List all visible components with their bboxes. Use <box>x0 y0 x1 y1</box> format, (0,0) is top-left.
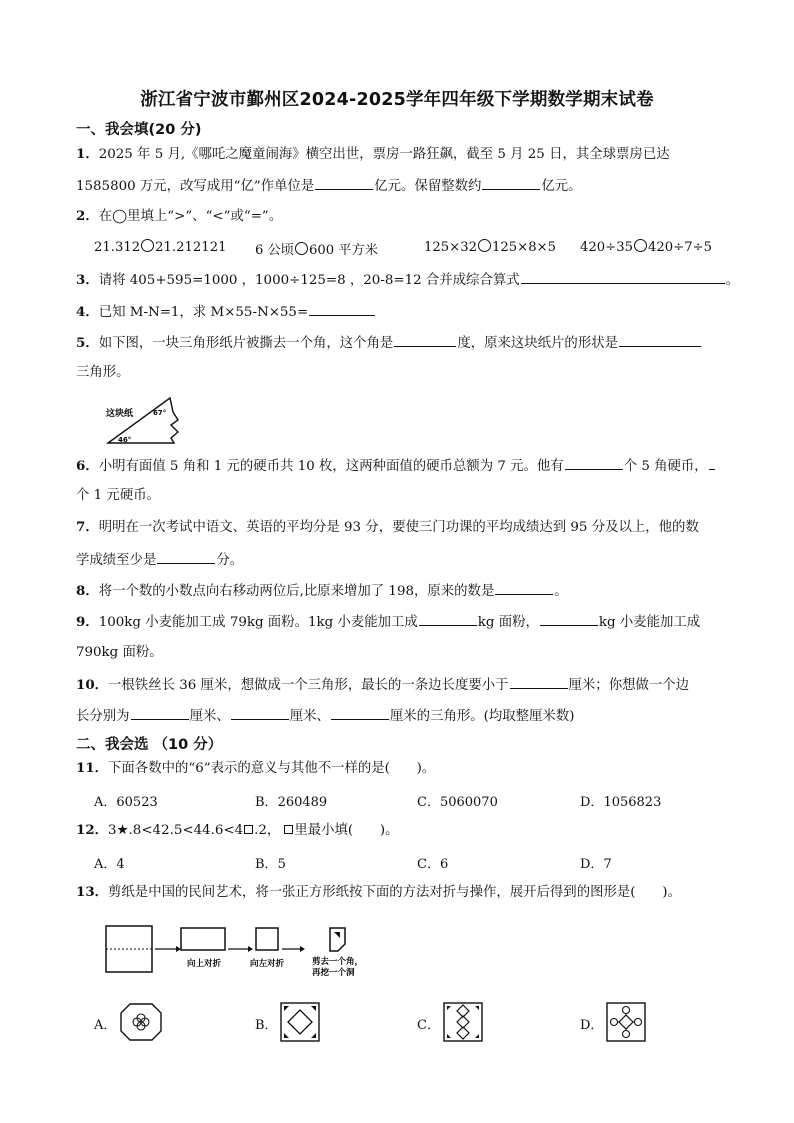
question-1-line-2 <box>76 176 582 196</box>
torn-triangle-figure <box>100 392 190 450</box>
question-number: 13． <box>76 884 109 900</box>
small-box-icon <box>284 825 293 834</box>
answer-blank[interactable] <box>495 581 553 595</box>
question-8 <box>76 581 568 601</box>
question-number: 5． <box>76 335 99 351</box>
question-text: 度，原来这块纸片的形状是 <box>457 336 618 351</box>
option-a[interactable] <box>94 853 125 872</box>
option-d[interactable] <box>580 791 661 810</box>
answer-blank[interactable] <box>510 675 568 689</box>
option-c[interactable] <box>417 791 498 810</box>
square-shape <box>281 1003 319 1041</box>
question-text: 厘米的三角形。(均取整厘米数) <box>389 709 575 724</box>
question-number: 7． <box>76 519 99 535</box>
small-box-icon <box>244 825 253 834</box>
question-number: 10． <box>76 677 109 693</box>
compare-left: 21.312 <box>94 240 141 255</box>
angle-top-label: 67° <box>153 409 167 417</box>
question-text: 亿元。 <box>541 179 582 194</box>
question-text: kg 小麦能加工成 <box>598 615 701 630</box>
question-text: 。 <box>725 273 740 288</box>
question-text: 剪纸是中国的民间艺术，将一张正方形纸按下面的方法对折与操作，展开后得到的图形是( )。 <box>108 885 681 900</box>
question-9-line-1 <box>76 612 700 632</box>
compare-left: 420÷35 <box>580 240 634 255</box>
question-text: 。 <box>554 584 568 599</box>
compare-circle[interactable] <box>295 242 308 255</box>
answer-blank[interactable] <box>315 176 373 190</box>
hole-icon <box>623 1007 630 1014</box>
question-text: kg 面粉， <box>477 615 539 630</box>
question-number: 12． <box>76 822 109 838</box>
answer-blank[interactable] <box>565 456 623 470</box>
option-key: B． <box>255 795 278 810</box>
question-number: 11． <box>76 760 109 776</box>
option-value: 6 <box>439 857 449 872</box>
question-6-line-1 <box>76 456 716 476</box>
option-key: C． <box>417 857 440 872</box>
question-11 <box>76 759 435 778</box>
question-text: 3★.8<42.5<44.6<4 <box>108 823 244 838</box>
option-value: 7 <box>603 857 612 872</box>
corner-cut <box>311 1033 316 1038</box>
hole-icon <box>623 1031 630 1038</box>
question-text: 个 1 元硬币。 <box>76 488 160 503</box>
cut-square <box>330 928 345 951</box>
option-c[interactable] <box>417 853 448 872</box>
angle-left-label: 46° <box>118 436 132 444</box>
compare-circle[interactable] <box>141 239 154 252</box>
question-5-line-2 <box>76 364 130 382</box>
question-text: 亿元。保留整数约 <box>374 179 482 194</box>
option-key: A． <box>94 795 117 810</box>
option-a-figure <box>119 1002 163 1042</box>
compare-item-1 <box>94 239 226 255</box>
option-key: A． <box>94 1018 117 1033</box>
question-text: 下面各数中的“6”表示的意义与其他不一样的是( )。 <box>108 761 436 776</box>
question-text: 将一个数的小数点向右移动两位后,比原来增加了 198，原来的数是 <box>98 584 495 599</box>
question-number: 8． <box>76 583 99 599</box>
option-key: D． <box>580 795 604 810</box>
question-9-line-2 <box>76 644 163 662</box>
hole-icon <box>635 1019 642 1026</box>
square-shape <box>607 1003 645 1041</box>
page-title: 浙江省宁波市鄞州区2024-2025学年四年级下学期数学期末试卷 <box>140 90 654 110</box>
answer-blank[interactable] <box>231 706 289 720</box>
option-key: B． <box>255 857 278 872</box>
answer-blank[interactable] <box>482 176 540 190</box>
folded-rectangle <box>181 928 225 950</box>
compare-left: 6 公顷 <box>255 243 294 258</box>
question-4 <box>76 302 376 322</box>
question-text: 学成绩至少是 <box>76 553 157 568</box>
option-c-figure <box>443 1002 483 1042</box>
compare-right: 600 平方米 <box>308 243 378 258</box>
section-heading-fill: 一、我会填(20 分) <box>76 122 202 138</box>
option-b[interactable] <box>255 1014 278 1033</box>
answer-blank[interactable] <box>394 333 456 347</box>
question-text: 在◯里填上“>”、“<”或“=”。 <box>98 209 283 224</box>
diamond-shape <box>288 1010 312 1034</box>
question-text: 厘米、 <box>289 709 330 724</box>
question-number: 3． <box>76 272 99 288</box>
question-text: 100kg 小麦能加工成 79kg 面粉。1kg 小麦能加工成 <box>98 615 418 630</box>
question-text: 一根铁丝长 36 厘米，想做成一个三角形，最长的一条边长度要小于 <box>108 678 509 693</box>
compare-circle[interactable] <box>478 239 491 252</box>
step-label: 向左对折 <box>250 959 285 969</box>
compare-right: 420÷7÷5 <box>648 240 713 255</box>
option-key: D． <box>580 857 604 872</box>
folded-square <box>256 928 278 950</box>
option-b-figure <box>280 1002 320 1042</box>
step-label: 向上对折 <box>187 959 222 969</box>
arrow-head-icon <box>300 946 305 952</box>
figure-label: 这块纸 <box>106 409 134 419</box>
question-text: 790kg 面粉。 <box>76 645 163 660</box>
question-text: 明明在一次考试中语文、英语的平均分是 93 分，要使三门功课的平均成绩达到 95 分及以上，他的数 <box>98 520 699 535</box>
arrow-head-icon <box>248 946 253 952</box>
question-text: 如下图，一块三角形纸片被撕去一个角，这个角是 <box>98 336 394 351</box>
question-12 <box>76 821 399 840</box>
answer-blank[interactable] <box>131 706 189 720</box>
question-text: 三角形。 <box>76 365 130 380</box>
hole-icon <box>611 1019 618 1026</box>
compare-item-4 <box>580 239 712 255</box>
compare-circle[interactable] <box>634 239 647 252</box>
question-number: 6． <box>76 458 99 474</box>
option-value: 260489 <box>277 795 328 810</box>
question-7-line-1 <box>76 518 699 537</box>
corner-cut <box>447 1034 451 1038</box>
option-b[interactable] <box>255 853 286 872</box>
corner-cut <box>284 1033 289 1038</box>
question-number: 1． <box>76 146 99 162</box>
section-heading-choice: 二、我会选 （10 分） <box>76 737 223 753</box>
compare-left: 125×32 <box>424 240 478 255</box>
answer-blank[interactable] <box>419 612 477 626</box>
corner-cut <box>475 1034 479 1038</box>
question-text: 小明有面值 5 角和 1 元的硬币共 10 枚，这两种面值的硬币总额为 7 元。他有 <box>98 459 564 474</box>
step-label: 剪去一个角， <box>312 957 364 967</box>
folding-steps-diagram <box>100 922 380 984</box>
answer-blank[interactable] <box>709 456 715 470</box>
question-text: 请将 405+595=1000 ，1000÷125=8 ，20-8=12 合并成综合算式 <box>98 273 520 288</box>
answer-blank[interactable] <box>157 550 215 564</box>
question-10-line-2 <box>76 706 574 726</box>
question-text: 长分别为 <box>76 709 130 724</box>
option-a[interactable] <box>94 791 158 810</box>
option-d-figure <box>606 1002 646 1042</box>
option-d[interactable] <box>580 853 612 872</box>
answer-blank[interactable] <box>331 706 389 720</box>
option-d[interactable] <box>580 1014 603 1033</box>
option-b[interactable] <box>255 791 327 810</box>
corner-cut <box>284 1006 289 1011</box>
question-text: 里最小填( )。 <box>294 823 399 838</box>
question-text: 已知 M-N=1，求 M×55-N×55= <box>98 305 309 320</box>
question-text: 2025 年 5 月,《哪吒之魔童闹海》横空出世，票房一路狂飙，截至 5 月 25 日，其全球票房已达 <box>98 147 670 162</box>
option-key: C． <box>417 795 440 810</box>
answer-blank[interactable] <box>540 612 598 626</box>
question-text: 分。 <box>216 553 244 568</box>
question-5-line-1 <box>76 333 702 353</box>
option-c[interactable] <box>417 1014 440 1033</box>
compare-right: 125×8×5 <box>492 240 557 255</box>
question-text: 厘米、 <box>189 709 230 724</box>
option-value: 4 <box>116 857 125 872</box>
diamond-shape <box>619 1015 633 1029</box>
option-value: 60523 <box>116 795 158 810</box>
answer-blank[interactable] <box>619 333 701 347</box>
question-number: 9． <box>76 614 99 630</box>
question-number: 2． <box>76 208 99 224</box>
option-value: 5060070 <box>439 795 498 810</box>
square-shape <box>444 1003 482 1041</box>
option-value: 5 <box>277 857 286 872</box>
option-key: A． <box>94 857 117 872</box>
question-2-line-1 <box>76 207 282 226</box>
compare-item-2 <box>255 239 378 258</box>
corner-cut <box>447 1006 451 1010</box>
option-value: 1056823 <box>603 795 662 810</box>
question-3 <box>76 270 739 290</box>
option-key: B． <box>255 1018 278 1033</box>
question-text: 个 5 角硬币， <box>623 459 708 474</box>
option-key: D． <box>580 1018 604 1033</box>
question-10-line-1 <box>76 675 689 695</box>
option-a[interactable] <box>94 1014 116 1033</box>
question-7-line-2 <box>76 550 243 570</box>
corner-cut <box>311 1006 316 1011</box>
question-text: 1585800 万元，改写成用“亿”作单位是 <box>76 179 315 194</box>
question-text: 厘米；你想做一个边 <box>568 678 690 693</box>
cut-hole <box>334 932 340 938</box>
option-key: C． <box>417 1018 440 1033</box>
corner-cut <box>475 1006 479 1010</box>
square-paper <box>106 926 152 972</box>
question-13 <box>76 883 681 902</box>
question-text: .2， <box>254 823 281 838</box>
question-number: 4． <box>76 304 99 320</box>
question-6-line-2 <box>76 487 160 505</box>
answer-blank[interactable] <box>309 302 375 316</box>
step-label: 再挖一个洞 <box>312 968 355 978</box>
compare-item-3 <box>424 239 556 255</box>
answer-blank[interactable] <box>521 270 725 284</box>
question-1-line-1 <box>76 145 670 164</box>
compare-right: 21.212121 <box>155 240 227 255</box>
